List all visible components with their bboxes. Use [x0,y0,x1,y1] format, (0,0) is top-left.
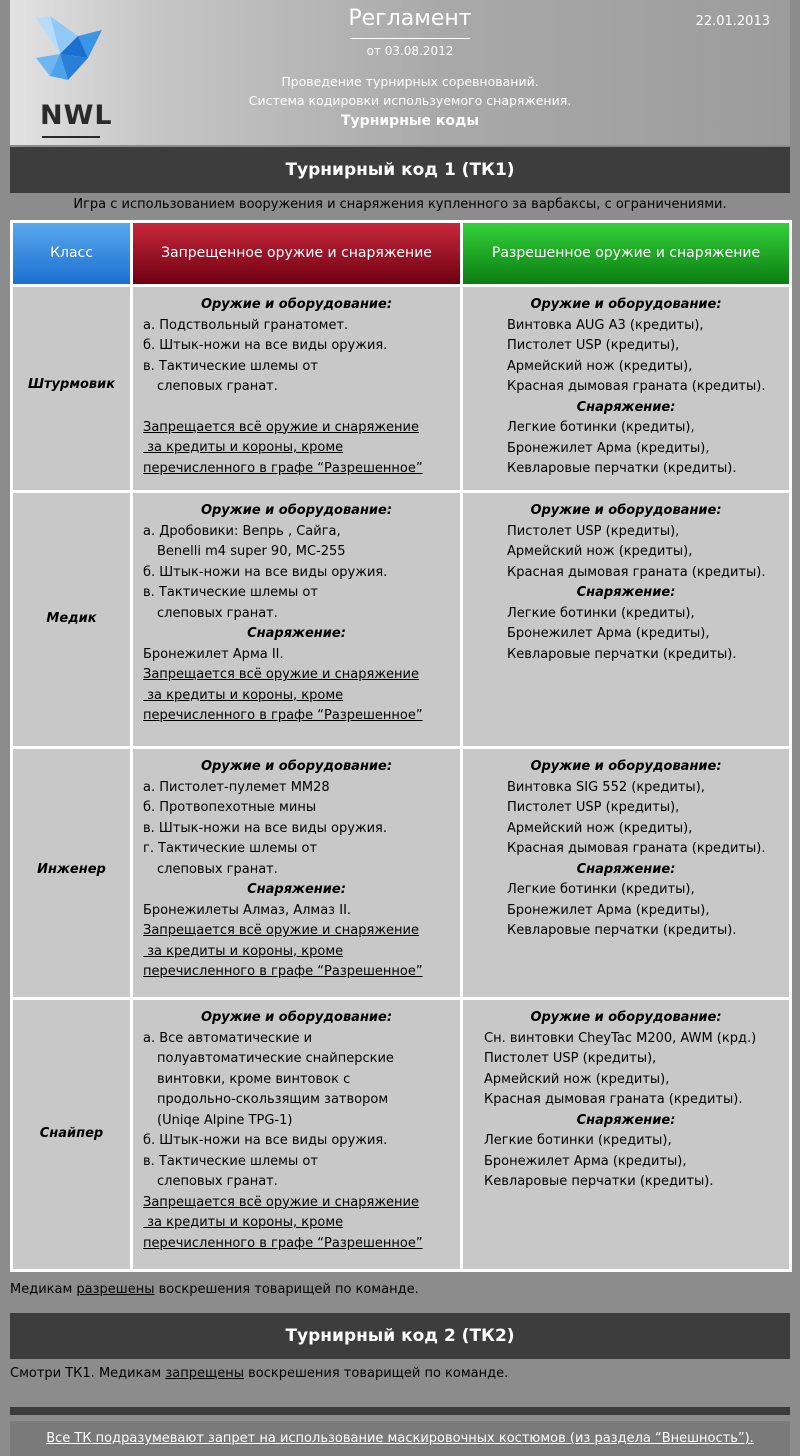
footer-divider [10,1407,790,1415]
tk2-banner: Турнирный код 2 (ТК2) [10,1313,790,1359]
tk2-note [10,1366,508,1381]
list-item: Кевларовые перчатки (кредиты). [507,461,737,476]
list-item: Пистолет USP (кредиты), [507,338,680,353]
tk1-banner: Турнирный код 1 (ТК1) [10,147,790,193]
list-item: б. Протвопехотные мины [143,800,317,815]
list-item: Бронежилеты Алмаз, Алмаз II. [143,902,352,918]
restriction-note: перечисленного в графе “Разрешенное” [143,1235,423,1251]
list-item: Бронежилет Арма (кредиты), [484,1153,687,1169]
allowed-cell [463,749,789,997]
document-subtitle: Турнирные коды [341,113,479,129]
section-heading: Снаряжение: [576,1112,676,1128]
list-item: слеповых гранат. [157,861,278,877]
section-heading: Оружие и оборудование: [530,503,722,518]
restriction-note: Запрещается всё оружие и снаряжение [143,1194,419,1210]
list-item: г. Тактические шлемы от [143,841,318,856]
class-name: Медик [46,611,97,626]
tk1-table [10,220,792,1272]
list-item: Армейский нож (кредиты), [484,1071,670,1087]
list-item: полуавтоматические снайперские [157,1051,394,1066]
list-item: Бронежилет Арма (кредиты), [507,440,710,456]
section-heading: Снаряжение: [247,626,346,641]
list-item: а. Дробовики: Вепрь , Сайга, [143,523,341,539]
section-heading: Оружие и оборудование: [530,297,722,312]
table-row-class-cell [13,1000,130,1269]
section-heading: Оружие и оборудование: [530,1010,722,1025]
forbidden-cell [133,287,460,490]
list-item: Пистолет USP (кредиты), [507,523,680,539]
list-item: Кевларовые перчатки (кредиты). [484,1174,714,1189]
table-row-class-cell [13,493,130,746]
list-item: а. Пистолет-пулемет ММ28 [143,779,330,795]
note-emphasis: разрешены [76,1282,155,1297]
list-item: слеповых гранат. [157,379,278,394]
note-emphasis: запрещены [165,1366,244,1381]
list-item: (Uniqe Alpine TPG-1) [157,1112,293,1128]
note-text: Смотри ТК1. Медикам [10,1366,166,1381]
forbidden-cell [133,749,460,997]
list-item: в. Тактические шлемы от [143,358,318,374]
section-heading: Снаряжение: [576,399,676,415]
list-item: Винтовка AUG A3 (кредиты), [507,317,704,333]
restriction-note: Запрещается всё оружие и снаряжение [143,667,419,682]
logo-underline [42,136,100,138]
list-item: Красная дымовая граната (кредиты). [507,379,766,394]
list-item: Бронежилет Арма (кредиты), [507,902,710,918]
list-item: б. Штык-ножи на все виды оружия. [143,1133,388,1148]
class-name: Инженер [37,862,106,877]
document-header [10,0,790,145]
allowed-cell [463,493,789,746]
section-heading: Оружие и оборудование: [530,759,722,774]
section-heading: Снаряжение: [576,585,676,600]
allowed-cell [463,1000,789,1269]
list-item: Армейский нож (кредиты), [507,820,693,836]
column-header-allowed: Разрешенное оружие и снаряжение [463,223,789,284]
forbidden-cell [133,493,460,746]
list-item: Сн. винтовки CheyTac M200, AWM (крд.) [484,1030,757,1046]
list-item: Легкие ботинки (кредиты), [484,1133,672,1148]
list-item: б. Штык-ножи на все виды оружия. [143,338,388,353]
title-divider [350,38,470,39]
list-item: в. Тактические шлемы от [143,1153,318,1169]
tk1-intro: Игра с использованием вооружения и снаряжения купленного за варбаксы, с ограничениями. [73,197,727,212]
list-item: б. Штык-ножи на все виды оружия. [143,564,388,580]
restriction-note: за кредиты и короны, кроме [143,687,344,703]
restriction-note: за кредиты и короны, кроме [143,440,344,455]
section-heading: Оружие и оборудование: [200,297,393,312]
list-item: Пистолет USP (кредиты), [484,1051,657,1066]
section-heading: Оружие и оборудование: [200,503,393,518]
forbidden-cell [133,1000,460,1269]
table-row-class-cell [13,287,130,490]
footer-note: Все ТК подразумевают запрет на использование маскировочных костюмов (из раздела “Внешность”). [10,1421,790,1456]
list-item: Армейский нож (кредиты), [507,358,693,374]
list-item: в. Тактические шлемы от [143,585,318,600]
list-item: а. Все автоматические и [143,1030,313,1046]
logo-text: NWL [40,100,113,131]
origami-bird-icon [30,14,108,94]
section-heading: Оружие и оборудование: [200,759,393,774]
list-item: Бронежилет Арма II. [143,646,284,662]
column-header-class: Класс [13,223,130,284]
restriction-note: за кредиты и короны, кроме [143,943,344,959]
list-item: в. Штык-ножи на все виды оружия. [143,820,387,836]
list-item: Красная дымовая граната (кредиты). [507,841,766,856]
list-item: Кевларовые перчатки (кредиты). [507,646,737,662]
page-title: Регламент [348,6,472,31]
list-item: Легкие ботинки (кредиты), [507,605,695,621]
list-item: Кевларовые перчатки (кредиты). [507,923,737,938]
restriction-note: Запрещается всё оружие и снаряжение [143,419,419,435]
document-date: 22.01.2013 [695,14,770,29]
restriction-note: перечисленного в графе “Разрешенное” [143,708,423,723]
restriction-note: Запрещается всё оружие и снаряжение [143,923,419,938]
note-text: Медикам [10,1282,77,1297]
allowed-cell [463,287,789,490]
list-item: слеповых гранат. [157,605,278,621]
list-item: Benelli m4 super 90, МС-255 [157,544,346,559]
column-header-forbidden: Запрещенное оружие и снаряжение [133,223,460,284]
list-item: продольно-скользящим затвором [157,1092,389,1107]
list-item: слеповых гранат. [157,1174,278,1189]
note-text: воскрешения товарищей по команде. [154,1282,419,1297]
list-item: Красная дымовая граната (кредиты). [507,564,766,580]
description-line: Проведение турнирных соревнований. [281,74,539,89]
section-heading: Снаряжение: [576,861,676,877]
restriction-note: перечисленного в графе “Разрешенное” [143,460,423,476]
class-name: Снайпер [39,1126,104,1141]
list-item: Легкие ботинки (кредиты), [507,882,695,897]
tk1-medic-note [10,1282,419,1297]
document-from-date: от 03.08.2012 [366,44,454,58]
restriction-note: перечисленного в графе “Разрешенное” [143,964,423,979]
restriction-note: за кредиты и короны, кроме [143,1215,344,1230]
list-item: Бронежилет Арма (кредиты), [507,626,710,641]
section-heading: Снаряжение: [247,882,346,897]
document-description [190,72,630,110]
note-text: воскрешения товарищей по команде. [244,1366,509,1381]
list-item: Винтовка SIG 552 (кредиты), [507,779,705,795]
nwl-logo [30,14,113,134]
table-row-class-cell [13,749,130,997]
description-line: Система кодировки используемого снаряжения. [248,93,572,108]
section-heading: Оружие и оборудование: [200,1010,393,1025]
list-item: а. Подствольный гранатомет. [143,317,349,333]
list-item: Пистолет USP (кредиты), [507,800,680,815]
class-name: Штурмовик [27,377,116,392]
list-item: Армейский нож (кредиты), [507,544,693,559]
list-item: Легкие ботинки (кредиты), [507,420,695,435]
list-item: Красная дымовая граната (кредиты). [484,1092,743,1107]
list-item: винтовки, кроме винтовок с [157,1071,351,1087]
